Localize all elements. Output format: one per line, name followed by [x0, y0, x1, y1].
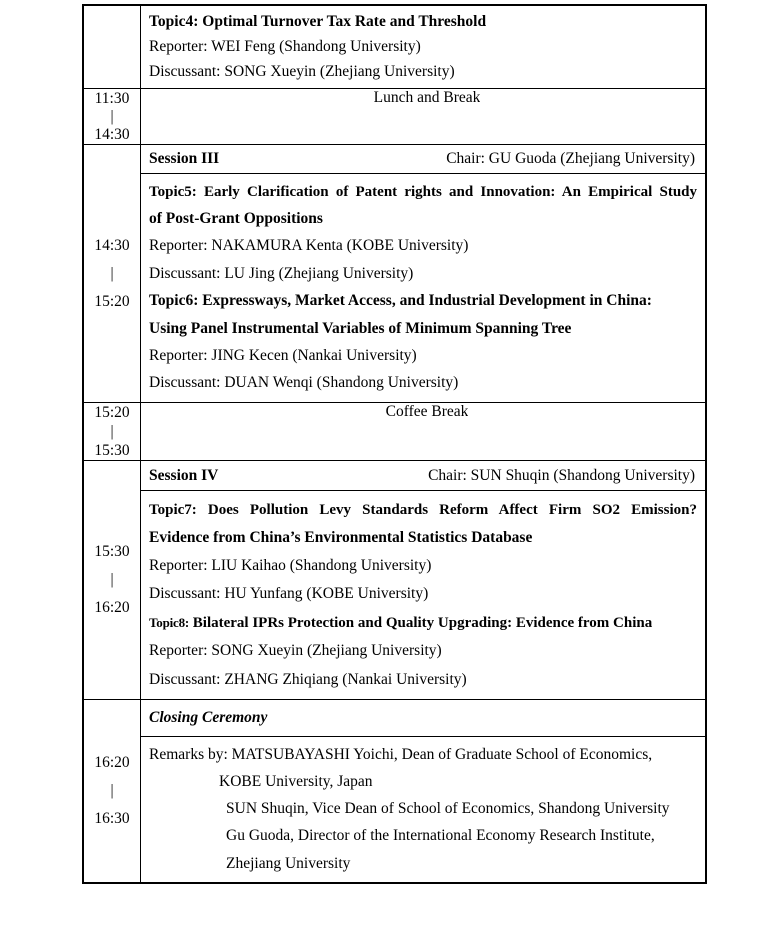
schedule-table: [82, 4, 707, 884]
closing-remarks-cell: [141, 737, 705, 882]
topic6-title-line2: Using Panel Instrumental Variables of Minimum Spanning Tree: [149, 319, 572, 337]
time-start: 16:20: [94, 754, 130, 771]
session-4-header: [141, 461, 705, 491]
time-end: 16:20: [94, 599, 130, 616]
topic6-reporter: Reporter: JING Kecen (Nankai University): [149, 346, 417, 364]
topic7-title-line1: Topic7: Does Pollution Levy Standards Reform Affect Firm SO2 Emission?: [149, 501, 697, 518]
time-separator: |: [110, 571, 114, 588]
topic5-reporter: Reporter: NAKAMURA Kenta (KOBE University): [149, 237, 469, 255]
topic7-title-line2: Evidence from China’s Environmental Statistics Database: [149, 528, 533, 546]
remarks-line-3: SUN Shuqin, Vice Dean of School of Economics, Shandong University: [226, 800, 670, 818]
topic7-discussant: Discussant: HU Yunfang (KOBE University): [149, 585, 429, 603]
closing-ceremony-header: [141, 700, 705, 737]
topic8-prefix: Topic8:: [149, 614, 190, 630]
time-end: 15:20: [94, 292, 130, 310]
row-lunch-break: [84, 88, 705, 144]
time-range-session-3: [84, 145, 141, 402]
row-topic4: [84, 6, 705, 88]
time-end: 14:30: [94, 125, 130, 143]
time-range-session-4: [84, 461, 141, 699]
topic5-title-line1: Topic5: Early Clarification of Patent rights and Innovation: An Empirical Study: [149, 183, 697, 200]
row-session-3: [84, 144, 705, 402]
time-separator: |: [110, 107, 114, 125]
time-start: 15:20: [94, 404, 130, 421]
remarks-line-2: KOBE University, Japan: [219, 772, 373, 790]
time-end: 16:30: [94, 810, 130, 827]
session-4-topics-cell: [141, 491, 705, 699]
session-3-topics-cell: [141, 174, 705, 402]
time-range-coffee: [84, 403, 141, 460]
time-separator: |: [110, 264, 114, 282]
topic4-cell: [141, 6, 705, 88]
topic5-discussant: Discussant: LU Jing (Zhejiang University): [149, 264, 414, 282]
topic4-title: Topic4: Optimal Turnover Tax Rate and Threshold: [149, 12, 487, 30]
session-4-chair: Chair: SUN Shuqin (Shandong University): [428, 466, 695, 484]
remarks-line-5: Zhejiang University: [226, 854, 351, 872]
time-start: 11:30: [94, 89, 130, 107]
time-start: 14:30: [94, 236, 130, 254]
row-coffee-break: [84, 402, 705, 460]
row-session-4: [84, 460, 705, 699]
row-closing-ceremony: [84, 699, 705, 882]
time-range-closing: [84, 700, 141, 882]
remarks-line-4: Gu Guoda, Director of the International Economy Research Institute,: [226, 827, 655, 845]
topic8-title: [149, 614, 697, 633]
session-3-header: [141, 145, 705, 174]
coffee-break-label: Coffee Break: [385, 403, 469, 420]
topic5-title-line2: of Post-Grant Oppositions: [149, 209, 323, 227]
session-3-title: Session III: [149, 150, 220, 167]
time-end: 15:30: [94, 442, 130, 459]
time-cell-topic4-empty: [84, 6, 141, 88]
topic6-discussant: Discussant: DUAN Wenqi (Shandong University): [149, 374, 459, 392]
time-separator: |: [110, 423, 114, 440]
topic4-reporter: Reporter: WEI Feng (Shandong University): [149, 37, 421, 55]
time-start: 15:30: [94, 543, 130, 560]
topic8-title-text: Bilateral IPRs Protection and Quality Upgrading: Evidence from China: [189, 614, 653, 631]
time-range-lunch: [84, 89, 141, 144]
topic7-reporter: Reporter: LIU Kaihao (Shandong University): [149, 556, 432, 574]
time-separator: |: [110, 782, 114, 799]
topic8-discussant: Discussant: ZHANG Zhiqiang (Nankai University): [149, 670, 467, 688]
topic6-title-line1: Topic6: Expressways, Market Access, and Industrial Development in China:: [149, 292, 652, 310]
remarks-line-1: Remarks by: MATSUBAYASHI Yoichi, Dean of Graduate School of Economics,: [149, 745, 653, 763]
topic8-reporter: Reporter: SONG Xueyin (Zhejiang University): [149, 642, 442, 660]
topic4-discussant: Discussant: SONG Xueyin (Zhejiang University): [149, 62, 455, 80]
lunch-break-label: Lunch and Break: [373, 89, 481, 106]
closing-ceremony-title: Closing Ceremony: [149, 709, 268, 726]
session-4-title: Session IV: [149, 466, 219, 484]
session-3-chair: Chair: GU Guoda (Zhejiang University): [446, 150, 695, 167]
